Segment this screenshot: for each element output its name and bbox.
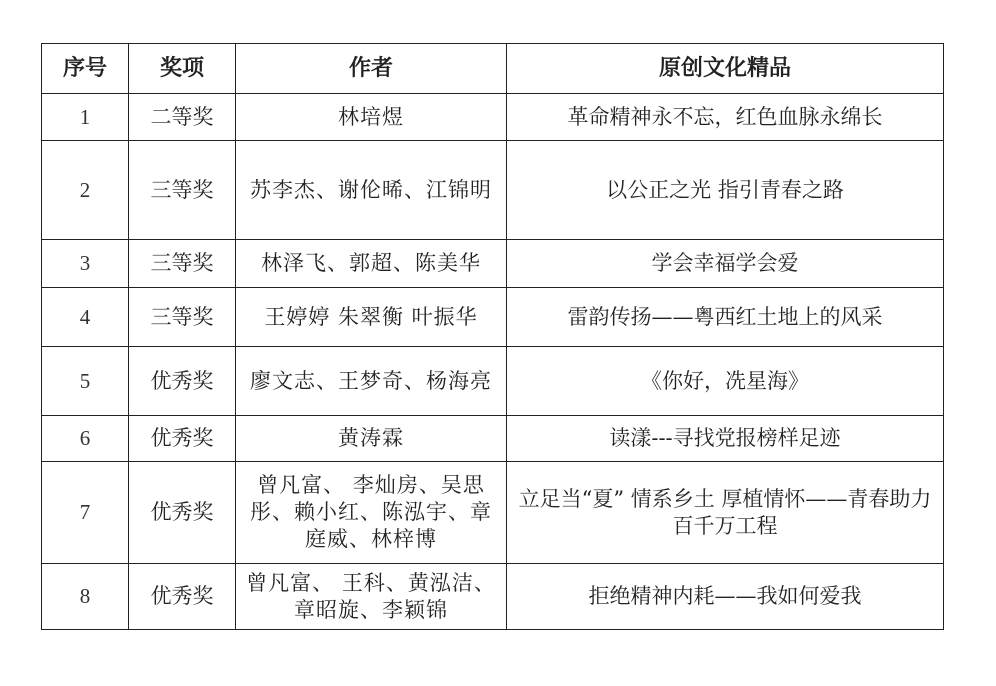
header-no: 序号 [42,44,129,94]
row-number: 5 [42,347,129,416]
table-header-row [42,44,944,94]
work-title: 读漾---寻找党报榜样足迹 [507,416,944,462]
award-level: 三等奖 [129,288,236,347]
work-title: 立足当“夏” 情系乡土 厚植情怀——青春助力百千万工程 [507,462,944,564]
author-names: 苏李杰、谢伦晞、江锦明 [236,141,507,240]
work-title: 《你好，冼星海》 [507,347,944,416]
header-work: 原创文化精品 [507,44,944,94]
row-number: 2 [42,141,129,240]
table-row [42,141,944,240]
work-title: 拒绝精神内耗——我如何爱我 [507,564,944,630]
table-row [42,347,944,416]
work-title: 学会幸福学会爱 [507,240,944,288]
table-row [42,462,944,564]
author-names: 林培煜 [236,94,507,141]
award-level: 优秀奖 [129,416,236,462]
author-names: 王婷婷 朱翠衡 叶振华 [236,288,507,347]
award-level: 三等奖 [129,141,236,240]
award-level: 三等奖 [129,240,236,288]
header-author: 作者 [236,44,507,94]
table-row [42,416,944,462]
row-number: 1 [42,94,129,141]
author-names: 曾凡富、 李灿房、吴思彤、赖小红、陈泓宇、章庭威、林梓博 [236,462,507,564]
author-names: 黄涛霖 [236,416,507,462]
author-names: 廖文志、王梦奇、杨海亮 [236,347,507,416]
work-title: 雷韵传扬——粤西红土地上的风采 [507,288,944,347]
table-row [42,94,944,141]
row-number: 3 [42,240,129,288]
table-row [42,564,944,630]
row-number: 8 [42,564,129,630]
header-award: 奖项 [129,44,236,94]
work-title: 革命精神永不忘，红色血脉永绵长 [507,94,944,141]
row-number: 7 [42,462,129,564]
table-row [42,240,944,288]
awards-table [41,43,944,630]
award-level: 二等奖 [129,94,236,141]
table-row [42,288,944,347]
work-title: 以公正之光 指引青春之路 [507,141,944,240]
award-level: 优秀奖 [129,564,236,630]
author-names: 林泽飞、郭超、陈美华 [236,240,507,288]
row-number: 6 [42,416,129,462]
row-number: 4 [42,288,129,347]
author-names: 曾凡富、 王科、黄泓洁、章昭旋、李颖锦 [236,564,507,630]
award-level: 优秀奖 [129,462,236,564]
award-level: 优秀奖 [129,347,236,416]
